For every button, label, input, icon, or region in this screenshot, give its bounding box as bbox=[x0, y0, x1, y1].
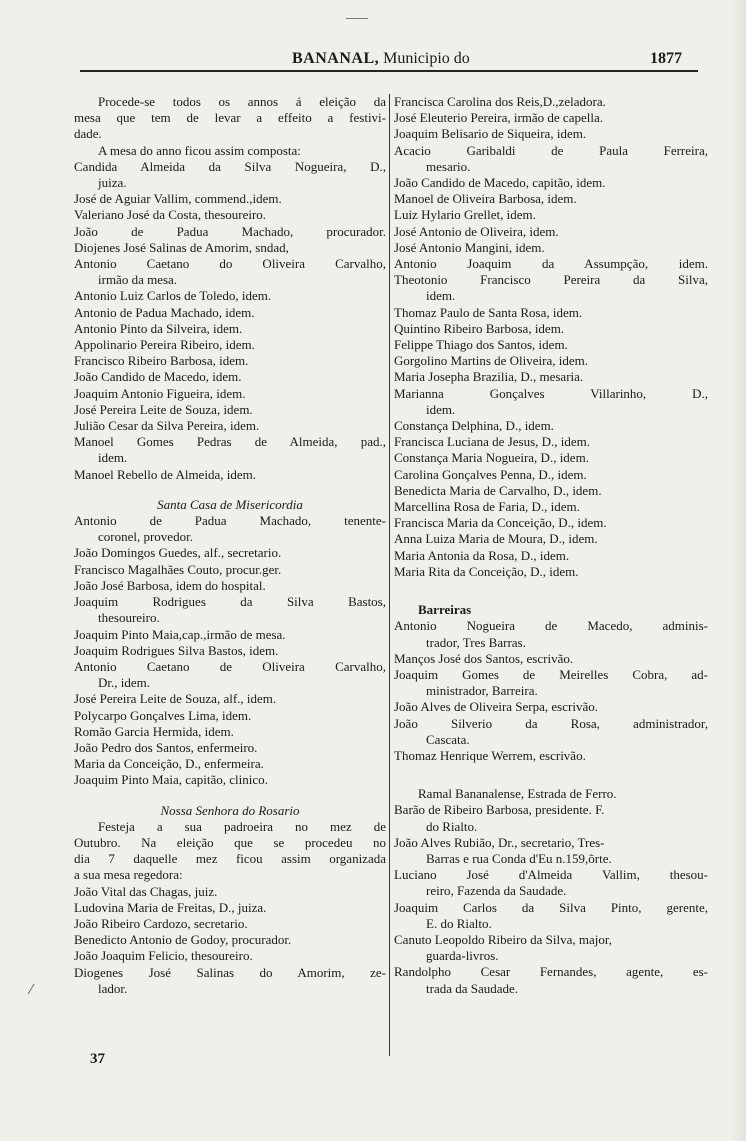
text-line: coronel, provedor. bbox=[98, 529, 193, 545]
text-line: Felippe Thiago dos Santos, idem. bbox=[394, 337, 568, 353]
text-line: mesa que tem de levar a effeito a festivi- bbox=[74, 110, 386, 126]
text-line: Festeja a sua padroeira no mez de bbox=[98, 818, 386, 834]
text-line: Dr., idem. bbox=[98, 675, 150, 691]
text-line: idem. bbox=[98, 450, 128, 466]
spacer bbox=[394, 764, 708, 786]
text-line: Maria Antonia da Rosa, D., idem. bbox=[394, 547, 570, 563]
text-line: Ludovina Maria de Freitas, D., juiza. bbox=[74, 899, 267, 915]
text-line: Antonio Caetano do Oliveira Carvalho, bbox=[74, 256, 386, 272]
text-line: Luiz Hylario Grellet, idem. bbox=[394, 207, 536, 223]
text-line: Cascata. bbox=[426, 731, 470, 747]
text-line: trada da Saudade. bbox=[426, 980, 519, 996]
text-line: José Pereira Leite de Souza, idem. bbox=[74, 401, 253, 417]
signature-mark: 37 bbox=[90, 1051, 105, 1067]
text-line: Nossa Senhora do Rosario bbox=[160, 802, 300, 818]
text-line: Thomaz Henrique Werrem, escrivão. bbox=[394, 747, 586, 763]
right-column bbox=[394, 94, 708, 1054]
text-line: Marcellina Rosa de Faria, D., idem. bbox=[394, 499, 580, 515]
text-line: Antonio Luiz Carlos de Toledo, idem. bbox=[74, 288, 272, 304]
text-line: Santa Casa de Misericordia bbox=[157, 496, 303, 512]
page-number: 1877 bbox=[650, 50, 682, 67]
text-line: Benedicta Maria de Carvalho, D., idem. bbox=[394, 482, 602, 498]
text-line: Randolpho Cesar Fernandes, agente, es- bbox=[394, 964, 708, 980]
text-line: Joaquim Gomes de Meirelles Cobra, ad- bbox=[394, 666, 708, 682]
text-line: Acacio Garibaldi de Paula Ferreira, bbox=[394, 142, 708, 158]
text-line: José Pereira Leite de Souza, alf., idem. bbox=[74, 691, 277, 707]
page-header bbox=[80, 50, 698, 72]
text-line: Barreiras bbox=[418, 602, 472, 618]
text-line: Barras e rua Conda d'Eu n.159,õrte. bbox=[426, 850, 612, 866]
text-line: lador. bbox=[98, 980, 128, 996]
text-line: João Pedro dos Santos, enfermeiro. bbox=[74, 739, 258, 755]
text-line: Francisca Carolina dos Reis,D.,zeladora. bbox=[394, 94, 606, 109]
text-line: José Eleuterio Pereira, irmão de capella. bbox=[394, 110, 603, 126]
text-line: Romão Garcia Hermida, idem. bbox=[74, 723, 234, 739]
spacer bbox=[394, 580, 708, 602]
text-line: João Alves de Oliveira Serpa, escrivão. bbox=[394, 699, 598, 715]
text-line: Antonio Pinto da Silveira, idem. bbox=[74, 320, 243, 336]
text-line: João Candido de Macedo, capitão, idem. bbox=[394, 175, 606, 191]
text-line: Maria Josepha Brazilia, D., mesaria. bbox=[394, 369, 584, 385]
text-line: Ramal Bananalense, Estrada de Ferro. bbox=[418, 786, 617, 802]
text-line: Appolinario Pereira Ribeiro, idem. bbox=[74, 337, 255, 353]
text-line: Barão de Ribeiro Barbosa, presidente. F. bbox=[394, 802, 605, 818]
text-line: Outubro. Na eleição que se procedeu no bbox=[74, 834, 386, 850]
text-line: Theotonio Francisco Pereira da Silva, bbox=[394, 272, 708, 288]
text-line: Constança Delphina, D., idem. bbox=[394, 418, 554, 434]
text-line: Antonio de Padua Machado, idem. bbox=[74, 304, 255, 320]
page-edge bbox=[730, 0, 746, 1141]
text-line: Antonio de Padua Machado, tenente- bbox=[74, 513, 386, 529]
text-line: guarda-livros. bbox=[426, 948, 499, 964]
text-line: A mesa do anno ficou assim composta: bbox=[98, 142, 301, 158]
text-line: Joaquim Antonio Figueira, idem. bbox=[74, 385, 246, 401]
text-line: Maria Rita da Conceição, D., idem. bbox=[394, 563, 579, 579]
text-line: Constança Maria Nogueira, D., idem. bbox=[394, 450, 589, 466]
top-mark bbox=[346, 18, 368, 19]
text-line: João Joaquim Felicio, thesoureiro. bbox=[74, 948, 253, 964]
text-line: idem. bbox=[426, 288, 456, 304]
text-line: João Alves Rubião, Dr., secretario, Tres- bbox=[394, 834, 605, 850]
text-line: Diogenes José Salinas do Amorim, ze- bbox=[74, 964, 386, 980]
text-line: Procede-se todos os annos á eleição da bbox=[98, 94, 386, 109]
text-line: do Rialto. bbox=[426, 818, 478, 834]
text-line: Joaquim Pinto Maia, capitão, clinico. bbox=[74, 772, 268, 788]
text-line: dade. bbox=[74, 126, 102, 142]
spacer bbox=[74, 789, 386, 803]
text-line: Anna Luiza Maria de Moura, D., idem. bbox=[394, 531, 598, 547]
text-line: Joaquim Rodrigues Silva Bastos, idem. bbox=[74, 642, 279, 658]
text-line: Manços José dos Santos, escrivão. bbox=[394, 650, 574, 666]
text-line: Manoel Gomes Pedras de Almeida, pad., bbox=[74, 434, 386, 450]
text-line: Francisco Magalhães Couto, procur.ger. bbox=[74, 561, 282, 577]
text-line: Diojenes José Salinas de Amorim, sndad, bbox=[74, 239, 289, 255]
text-line: João de Padua Machado, procurador. bbox=[74, 223, 386, 239]
text-line: José Antonio de Oliveira, idem. bbox=[394, 223, 559, 239]
text-line: Manoel Rebello de Almeida, idem. bbox=[74, 466, 256, 482]
text-line: Quintino Ribeiro Barbosa, idem. bbox=[394, 320, 565, 336]
text-line: Thomaz Paulo de Santa Rosa, idem. bbox=[394, 304, 583, 320]
text-line: João Candido de Macedo, idem. bbox=[74, 369, 242, 385]
text-line: Luciano José d'Almeida Vallim, thesou- bbox=[394, 867, 708, 883]
text-line: João Vital das Chagas, juiz. bbox=[74, 883, 218, 899]
text-line: Joaquim Pinto Maia,cap.,irmão de mesa. bbox=[74, 626, 286, 642]
margin-mark: ⁄ bbox=[30, 983, 33, 998]
column-divider bbox=[389, 94, 390, 1056]
text-line: Julião Cesar da Silva Pereira, idem. bbox=[74, 418, 260, 434]
text-line: irmão da mesa. bbox=[98, 272, 178, 288]
text-line: Polycarpo Gonçalves Lima, idem. bbox=[74, 707, 252, 723]
text-line: Joaquim Carlos da Silva Pinto, gerente, bbox=[394, 899, 708, 915]
text-line: Manoel de Oliveira Barbosa, idem. bbox=[394, 191, 577, 207]
text-line: trador, Tres Barras. bbox=[426, 634, 526, 650]
text-line: Carolina Gonçalves Penna, D., idem. bbox=[394, 466, 587, 482]
text-line: Maria da Conceição, D., enfermeira. bbox=[74, 756, 264, 772]
text-line: João Silverio da Rosa, administrador, bbox=[394, 715, 708, 731]
text-line: Antonio Nogueira de Macedo, adminis- bbox=[394, 618, 708, 634]
text-line: Valeriano José da Costa, thesoureiro. bbox=[74, 207, 267, 223]
text-line: Marianna Gonçalves Villarinho, D., bbox=[394, 385, 708, 401]
text-line: Antonio Caetano de Oliveira Carvalho, bbox=[74, 658, 386, 674]
running-title: BANANAL, Municipio do bbox=[292, 50, 470, 67]
text-line: a sua mesa regedora: bbox=[74, 867, 183, 883]
text-line: João José Barbosa, idem do hospital. bbox=[74, 577, 266, 593]
text-line: Francisca Maria da Conceição, D., idem. bbox=[394, 515, 607, 531]
text-line: Canuto Leopoldo Ribeiro da Silva, major, bbox=[394, 931, 612, 947]
text-line: thesoureiro. bbox=[98, 610, 160, 626]
left-column bbox=[74, 94, 386, 1054]
text-line: mesario. bbox=[426, 158, 471, 174]
text-line: Candida Almeida da Silva Nogueira, D., bbox=[74, 158, 386, 174]
text-line: José Antonio Mangini, idem. bbox=[394, 239, 545, 255]
text-line: Joaquim Belisario de Siqueira, idem. bbox=[394, 126, 587, 142]
text-line: juiza. bbox=[98, 175, 127, 191]
text-line: idem. bbox=[426, 401, 456, 417]
text-line: ministrador, Barreira. bbox=[426, 683, 538, 699]
text-line: Joaquim Rodrigues da Silva Bastos, bbox=[74, 594, 386, 610]
spacer bbox=[74, 483, 386, 497]
text-line: João Domingos Guedes, alf., secretario. bbox=[74, 545, 282, 561]
text-line: dia 7 daquelle mez ficou assim organizada bbox=[74, 851, 386, 867]
text-line: Gorgolino Martins de Oliveira, idem. bbox=[394, 353, 589, 369]
text-line: E. do Rialto. bbox=[426, 915, 492, 931]
text-line: João Ribeiro Cardozo, secretario. bbox=[74, 915, 248, 931]
text-line: José de Aguiar Vallim, commend.,idem. bbox=[74, 191, 282, 207]
text-line: Benedicto Antonio de Godoy, procurador. bbox=[74, 932, 292, 948]
text-line: reiro, Fazenda da Saudade. bbox=[426, 883, 567, 899]
text-line: Francisca Luciana de Jesus, D., idem. bbox=[394, 434, 591, 450]
text-line: Francisco Ribeiro Barbosa, idem. bbox=[74, 353, 249, 369]
text-line: Antonio Joaquim da Assumpção, idem. bbox=[394, 256, 708, 272]
